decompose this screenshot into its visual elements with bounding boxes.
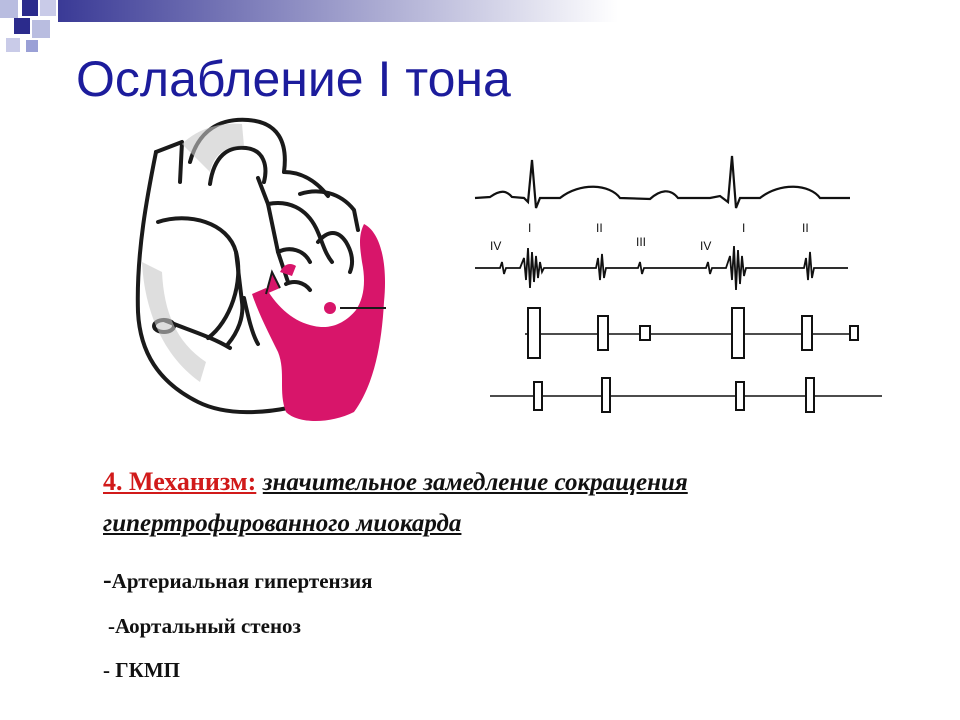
list-item-text: ГКМП <box>115 658 180 682</box>
list-dash: - <box>108 614 115 638</box>
label-iii: III <box>636 235 647 249</box>
ecg-phonocardiogram <box>470 150 890 435</box>
label-ii-2: II <box>802 221 809 235</box>
list-item-text: Аортальный стеноз <box>115 614 301 638</box>
list-item-text: Артериальная гипертензия <box>111 569 373 593</box>
list-item-aortic-stenosis <box>108 614 301 639</box>
label-i-1: I <box>528 221 532 235</box>
mechanism-label: 4. Механизм: <box>103 467 257 496</box>
heart-illustration <box>118 112 408 434</box>
list-item-hcm <box>103 658 180 683</box>
label-i-2: I <box>742 221 746 235</box>
phono-trace <box>475 246 848 290</box>
ecg-trace <box>475 156 850 208</box>
list-dash: - <box>103 565 112 594</box>
page-title: Ослабление I тона <box>76 51 511 107</box>
mechanism-description: значительное замедление сокращения гипертрофированного миокарда <box>103 469 688 537</box>
label-iv-1: IV <box>490 239 502 253</box>
mechanism-block <box>103 462 823 544</box>
list-item-hypertension <box>103 565 373 595</box>
list-dash: - <box>103 658 110 682</box>
label-ii-1: II <box>596 221 603 235</box>
label-iv-2: IV <box>700 239 712 253</box>
